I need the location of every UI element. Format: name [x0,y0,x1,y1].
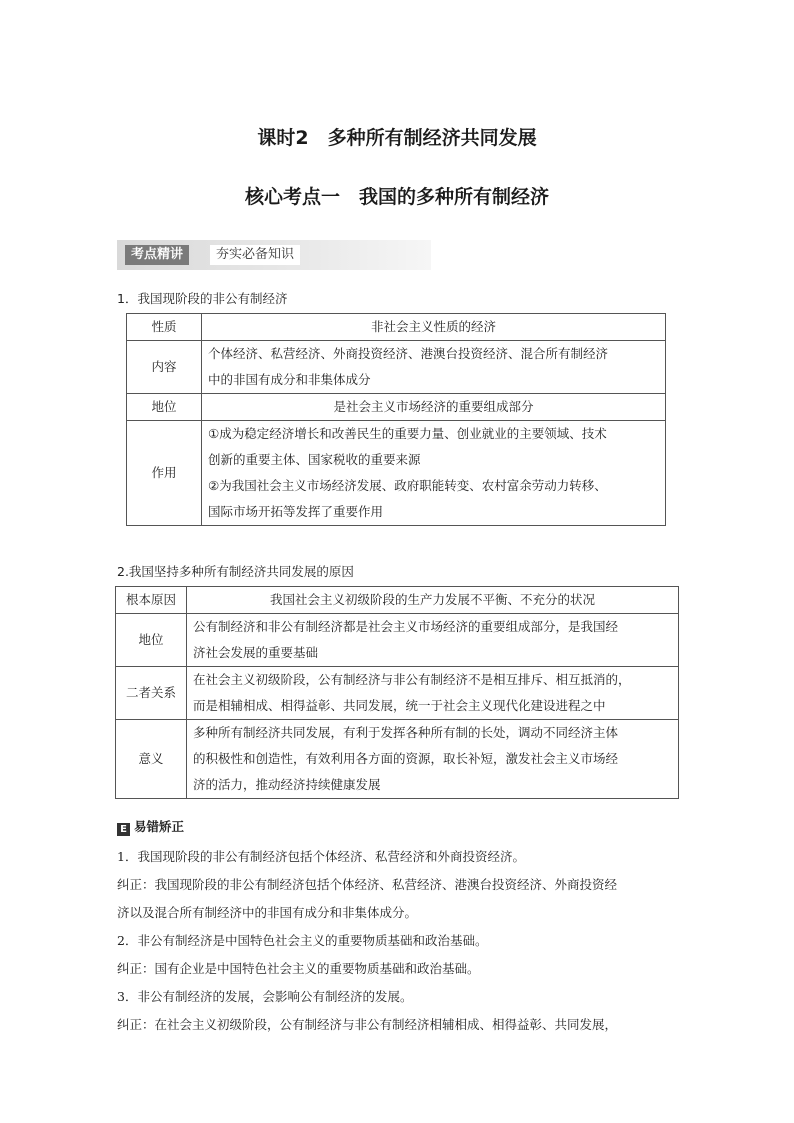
error-line: 济以及混合所有制经济中的非国有成分和非集体成分。 [117,905,418,920]
table-row [116,720,679,799]
error-line: 1．我国现阶段的非公有制经济包括个体经济、私营经济和外商投资经济。 [117,849,525,864]
row-value: 我国社会主义初级阶段的生产力发展不平衡、不充分的状况 [187,587,679,614]
error-correction-icon: E [117,823,130,836]
section-banner [117,240,431,270]
row-key: 二者关系 [116,667,187,720]
error-line: 纠正：国有企业是中国特色社会主义的重要物质基础和政治基础。 [117,961,480,976]
row-value: 是社会主义市场经济的重要组成部分 [202,394,666,421]
row-value: 个体经济、私营经济、外商投资经济、港澳台投资经济、混合所有制经济 中的非国有成分和非集体成分 [202,341,666,394]
table-row [116,614,679,667]
error-line: 纠正：我国现阶段的非公有制经济包括个体经济、私营经济、港澳台投资经济、外商投资经 [117,877,618,892]
point2-heading: 2.我国坚持多种所有制经济共同发展的原因 [117,564,354,579]
table-row [127,341,666,394]
lesson-title: 课时2 多种所有制经济共同发展 [257,127,537,149]
banner-subtitle: 夯实必备知识 [210,245,300,265]
section-title: 核心考点一 我国的多种所有制经济 [244,186,549,208]
row-value: ①成为稳定经济增长和改善民生的重要力量、创业就业的主要领域、技术 创新的重要主体、国家税收的重要来源 ②为我国社会主义市场经济发展、政府职能转变、农村富余劳动力转移、 国际市场开拓等发挥了重要作用 [202,421,666,526]
row-key: 内容 [127,341,202,394]
coexistence-reasons-table [115,586,679,799]
row-key: 作用 [127,421,202,526]
row-value: 公有制经济和非公有制经济都是社会主义市场经济的重要组成部分，是我国经 济社会发展的重要基础 [187,614,679,667]
table-row [127,314,666,341]
non-public-economy-table [126,313,666,526]
row-key: 性质 [127,314,202,341]
error-line: 2．非公有制经济是中国特色社会主义的重要物质基础和政治基础。 [117,933,488,948]
table-row [127,421,666,526]
row-key: 地位 [127,394,202,421]
row-key: 根本原因 [116,587,187,614]
table-row [116,667,679,720]
row-key: 意义 [116,720,187,799]
error-correction-heading: E 易错矫正 [117,817,184,836]
row-value: 在社会主义初级阶段，公有制经济与非公有制经济不是相互排斥、相互抵消的， 而是相辅相成、相得益彰、共同发展，统一于社会主义现代化建设进程之中 [187,667,679,720]
row-key: 地位 [116,614,187,667]
table-row [116,587,679,614]
row-value: 非社会主义性质的经济 [202,314,666,341]
table-row [127,394,666,421]
row-value: 多种所有制经济共同发展，有利于发挥各种所有制的长处，调动不同经济主体 的积极性和创造性，有效利用各方面的资源，取长补短，激发社会主义市场经 济的活力，推动经济持续健康发展 [187,720,679,799]
error-line: 纠正：在社会主义初级阶段，公有制经济与非公有制经济相辅相成、相得益彰、共同发展， [117,1017,618,1032]
error-line: 3．非公有制经济的发展，会影响公有制经济的发展。 [117,989,413,1004]
point1-heading: 1．我国现阶段的非公有制经济 [117,291,288,306]
banner-tag: 考点精讲 [125,245,189,265]
